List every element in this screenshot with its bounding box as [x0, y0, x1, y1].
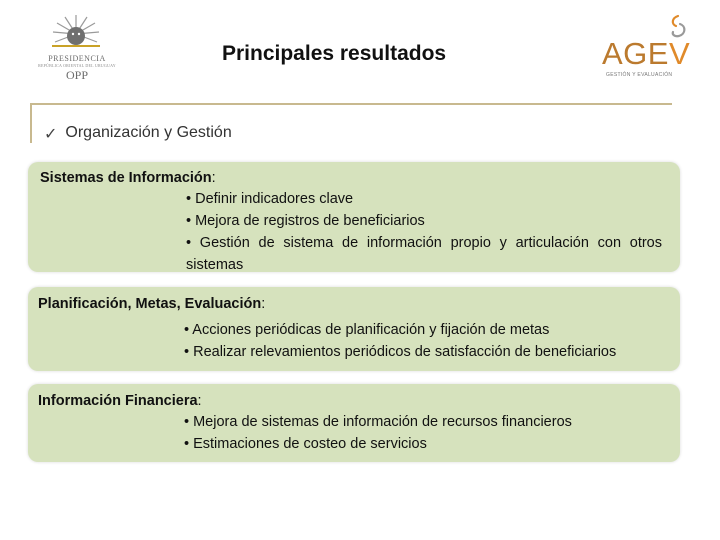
header-divider — [30, 103, 672, 105]
bullet-list — [186, 188, 662, 276]
section-accent-bar — [30, 103, 32, 143]
list-item: • Mejora de sistemas de información de recursos financieros — [184, 414, 572, 430]
box-title: Sistemas de Información: — [40, 170, 216, 186]
list-item: • Definir indicadores clave — [186, 191, 354, 207]
section-heading — [44, 124, 232, 144]
list-item: • Acciones periódicas de planificación y fijación de metas — [184, 322, 550, 338]
page-title: Principales resultados — [222, 42, 447, 65]
info-systems-box — [28, 162, 680, 272]
box-title: Información Financiera: — [38, 393, 202, 409]
checkmark-icon: ✓ — [44, 126, 58, 143]
list-item: • Estimaciones de costeo de servicios — [184, 436, 427, 452]
republica-label: REPÚBLICA ORIENTAL DEL URUGUAY — [38, 63, 116, 68]
bullet-list — [184, 319, 674, 363]
list-item: • Realizar relevamientos periódicos de satisfacción de beneficiarios — [184, 344, 617, 360]
planning-box — [28, 287, 680, 371]
section-title: Organización y Gestión — [65, 124, 232, 141]
opp-label: OPP — [65, 68, 88, 82]
financial-info-box — [28, 384, 680, 462]
list-item: • Gestión de sistema de información propio y articulación con otros sistemas — [186, 235, 662, 273]
agev-brand-text: AGEV — [602, 36, 691, 71]
bullet-list — [184, 411, 674, 455]
sun-emblem-icon — [52, 14, 100, 54]
agev-logo — [600, 14, 690, 84]
presidencia-opp-logo — [24, 14, 130, 80]
list-item: • Mejora de registros de beneficiarios — [186, 213, 425, 229]
agev-tagline: GESTIÓN Y EVALUACIÓN — [606, 72, 673, 78]
box-title: Planificación, Metas, Evaluación: — [38, 296, 266, 312]
presidencia-label: PRESIDENCIA — [48, 54, 106, 63]
